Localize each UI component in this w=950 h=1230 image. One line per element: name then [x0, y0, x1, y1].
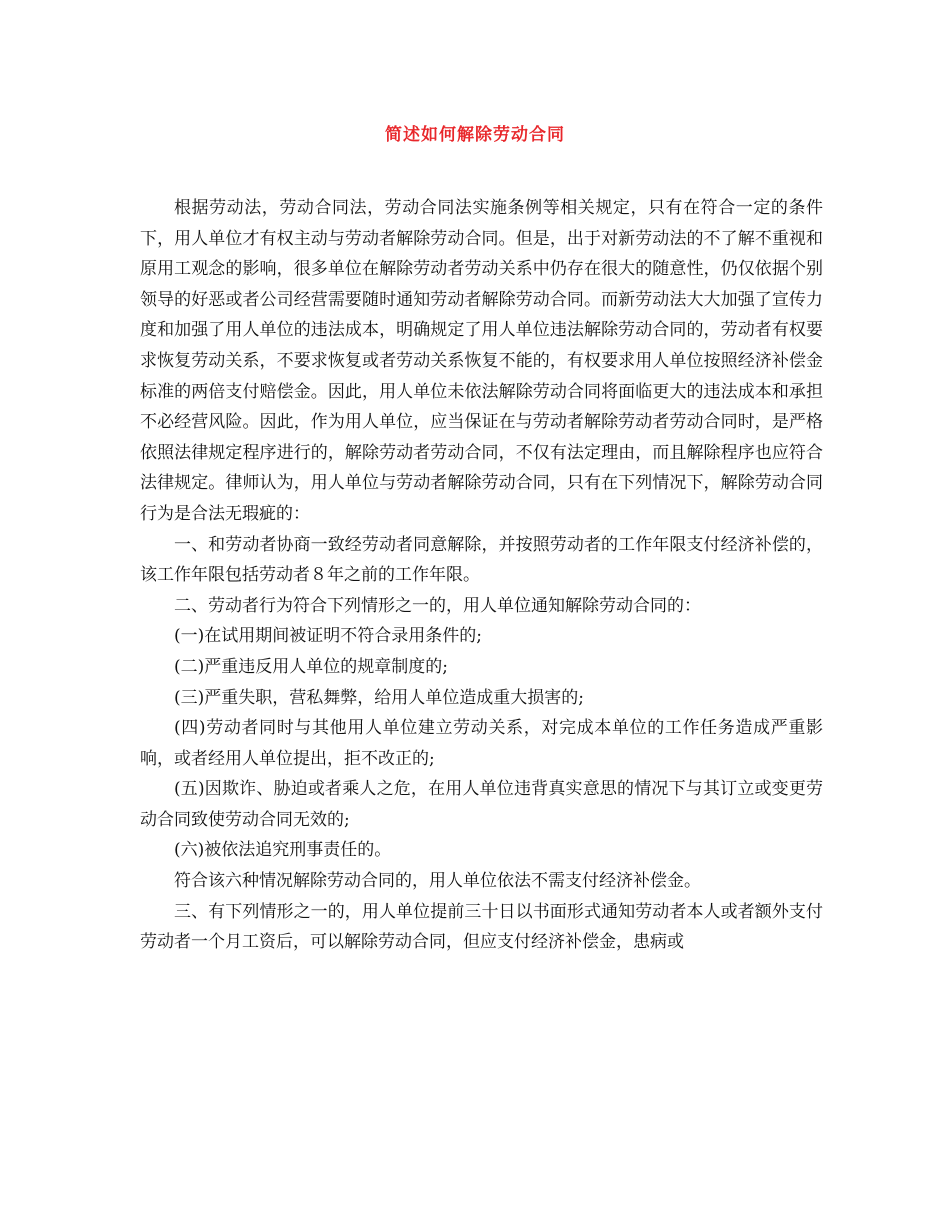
- document-body: [140, 193, 823, 958]
- paragraph: (二)严重违反用人单位的规章制度的;: [174, 656, 448, 677]
- paragraph: (一)在试用期间被证明不符合录用条件的;: [174, 626, 482, 647]
- paragraph: 根据劳动法，劳动合同法，劳动合同法实施条例等相关规定，只有在符合一定的条件下，用人单位才有权主动与劳动者解除劳动合同。但是，出于对新劳动法的不了解不重视和原用工观念的影响，很多单位在解除劳动者劳动关系中仍存在很大的随意性，仍仅依据个别领导的好恶或者公司经营需要随时通知劳动者解除劳动合同。而新劳动法大大加强了宣传力度和加强了用人单位的违法成本，明确规定了用人单位违法解除劳动合同的，劳动者有权要求恢复劳动关系，不要求恢复或者劳动关系恢复不能的，有权要求用人单位按照经济补偿金标准的两倍支付赔偿金。因此，用人单位未依法解除劳动合同将面临更大的违法成本和承担不必经营风险。因此，作为用人单位，应当保证在与劳动者解除劳动者劳动合同时，是严格依照法律规定程序进行的，解除劳动者劳动合同，不仅有法定理由，而且解除程序也应符合法律规定。律师认为，用人单位与劳动者解除劳动合同，只有在下列情况下，解除劳动合同行为是合法无瑕疵的：: [140, 198, 823, 524]
- paragraph: 二、劳动者行为符合下列情形之一的，用人单位通知解除劳动合同的：: [174, 595, 701, 616]
- paragraph: 符合该六种情况解除劳动合同的，用人单位依法不需支付经济补偿金。: [174, 871, 701, 892]
- paragraph: (四)劳动者同时与其他用人单位建立劳动关系，对完成本单位的工作任务造成严重影响，或者经用人单位提出，拒不改正的;: [140, 718, 823, 769]
- paragraph: 一、和劳动者协商一致经劳动者同意解除，并按照劳动者的工作年限支付经济补偿的，该工作年限包括劳动者８年之前的工作年限。: [140, 534, 823, 586]
- paragraph: (六)被依法追究刑事责任的。: [174, 840, 392, 861]
- document-title: 简述如何解除劳动合同: [385, 125, 565, 145]
- paragraph: 三、有下列情形之一的，用人单位提前三十日以书面形式通知劳动者本人或者额外支付劳动者一个月工资后，可以解除劳动合同，但应支付经济补偿金，患病或: [140, 901, 823, 953]
- paragraph: (五)因欺诈、胁迫或者乘人之危，在用人单位违背真实意思的情况下与其订立或变更劳动合同致使劳动合同无效的;: [140, 779, 823, 830]
- paragraph: (三)严重失职，营私舞弊，给用人单位造成重大损害的;: [174, 687, 584, 708]
